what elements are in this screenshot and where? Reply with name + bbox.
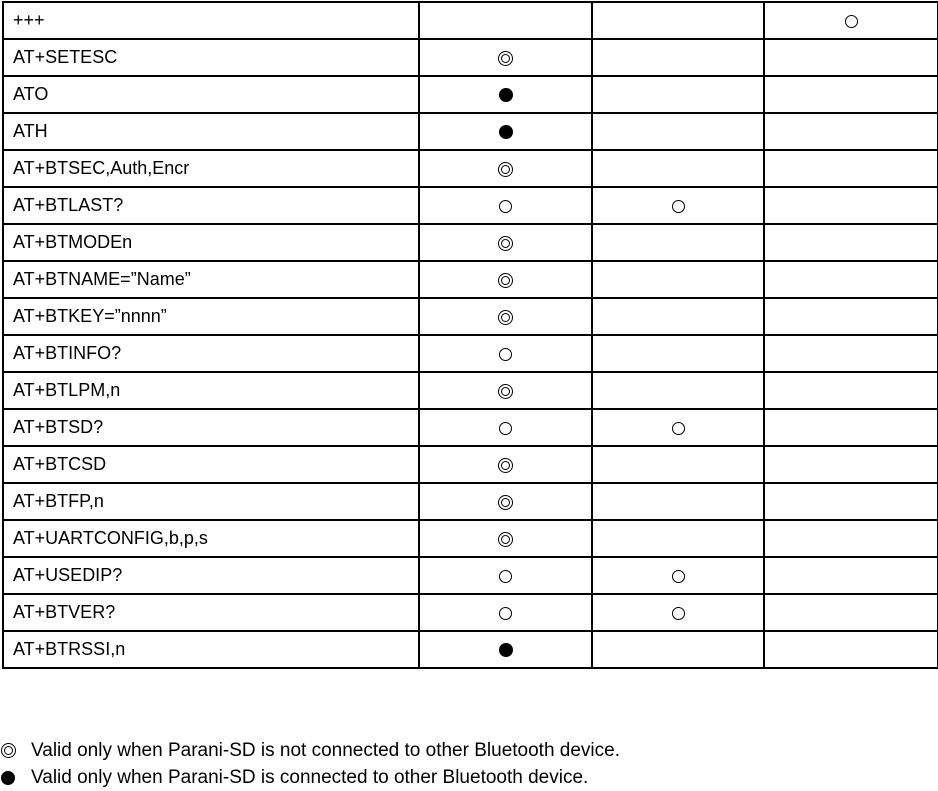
legend-text-not-connected: Valid only when Parani-SD is not connected to other Bluetooth device.: [31, 739, 620, 761]
command-cell: AT+BTSEC,Auth,Encr: [3, 150, 419, 187]
table-row: [3, 150, 938, 187]
command-cell: AT+SETESC: [3, 39, 419, 76]
table-row: [3, 483, 938, 520]
command-cell: AT+BTCSD: [3, 446, 419, 483]
table-row: [3, 187, 938, 224]
mark-cell: [764, 298, 938, 335]
mark-cell: [592, 594, 764, 631]
mark-cell: [419, 372, 592, 409]
mark-cell: [419, 335, 592, 372]
open-circle-icon: [845, 15, 858, 28]
command-table-body: [3, 2, 938, 668]
mark-cell: [764, 372, 938, 409]
double-circle-icon: [498, 236, 513, 251]
filled-circle-icon: [1, 771, 15, 785]
double-circle-icon: [498, 495, 513, 510]
mark-cell: [419, 483, 592, 520]
filled-circle-icon: [499, 125, 513, 139]
double-circle-icon: [498, 162, 513, 177]
legend-row-not-connected: [0, 737, 620, 764]
mark-cell: [419, 631, 592, 668]
table-row: [3, 520, 938, 557]
command-cell: AT+BTLPM,n: [3, 372, 419, 409]
mark-cell: [764, 187, 938, 224]
command-cell: ATO: [3, 76, 419, 113]
mark-cell: [764, 150, 938, 187]
mark-cell: [592, 76, 764, 113]
mark-cell: [419, 113, 592, 150]
mark-cell: [764, 520, 938, 557]
double-circle-icon: [498, 310, 513, 325]
table-row: [3, 335, 938, 372]
mark-cell: [592, 113, 764, 150]
mark-cell: [419, 76, 592, 113]
mark-cell: [764, 409, 938, 446]
mark-cell: [592, 372, 764, 409]
mark-cell: [592, 39, 764, 76]
command-cell: AT+BTKEY=”nnnn”: [3, 298, 419, 335]
mark-cell: [592, 520, 764, 557]
mark-cell: [419, 2, 592, 39]
double-circle-icon: [498, 384, 513, 399]
mark-cell: [592, 446, 764, 483]
open-circle-icon: [499, 422, 512, 435]
table-row: [3, 409, 938, 446]
command-cell: ATH: [3, 113, 419, 150]
mark-cell: [419, 298, 592, 335]
command-cell: +++: [3, 2, 419, 39]
mark-cell: [764, 446, 938, 483]
mark-cell: [419, 224, 592, 261]
table-row: [3, 76, 938, 113]
table-row: [3, 261, 938, 298]
mark-cell: [764, 594, 938, 631]
mark-cell: [764, 2, 938, 39]
table-row: [3, 557, 938, 594]
mark-cell: [764, 113, 938, 150]
mark-cell: [592, 298, 764, 335]
command-cell: AT+BTLAST?: [3, 187, 419, 224]
mark-cell: [764, 76, 938, 113]
command-table: [2, 1, 938, 669]
open-circle-icon: [499, 200, 512, 213]
table-row: [3, 372, 938, 409]
mark-cell: [592, 224, 764, 261]
legend-text-connected: Valid only when Parani-SD is connected to other Bluetooth device.: [31, 766, 589, 788]
filled-circle-icon: [499, 88, 513, 102]
open-circle-icon: [672, 607, 685, 620]
mark-cell: [592, 150, 764, 187]
table-row: [3, 224, 938, 261]
command-cell: AT+UARTCONFIG,b,p,s: [3, 520, 419, 557]
mark-cell: [419, 187, 592, 224]
double-circle-icon: [1, 743, 16, 758]
mark-cell: [419, 261, 592, 298]
mark-cell: [592, 2, 764, 39]
mark-cell: [592, 631, 764, 668]
command-cell: AT+BTFP,n: [3, 483, 419, 520]
command-cell: AT+BTRSSI,n: [3, 631, 419, 668]
mark-cell: [764, 483, 938, 520]
table-row: [3, 446, 938, 483]
open-circle-icon: [672, 200, 685, 213]
mark-cell: [419, 409, 592, 446]
mark-cell: [592, 187, 764, 224]
command-cell: AT+BTVER?: [3, 594, 419, 631]
command-cell: AT+BTSD?: [3, 409, 419, 446]
table-row: [3, 2, 938, 39]
table-row: [3, 594, 938, 631]
mark-cell: [592, 483, 764, 520]
legend-row-connected: [0, 764, 620, 791]
table-row: [3, 298, 938, 335]
mark-cell: [419, 557, 592, 594]
mark-cell: [764, 261, 938, 298]
mark-cell: [419, 446, 592, 483]
mark-cell: [419, 39, 592, 76]
table-row: [3, 631, 938, 668]
mark-cell: [592, 409, 764, 446]
table-row: [3, 39, 938, 76]
open-circle-icon: [672, 570, 685, 583]
open-circle-icon: [672, 422, 685, 435]
legend: [0, 737, 620, 791]
mark-cell: [764, 557, 938, 594]
mark-cell: [764, 631, 938, 668]
mark-cell: [592, 557, 764, 594]
table-row: [3, 113, 938, 150]
mark-cell: [764, 39, 938, 76]
mark-cell: [419, 594, 592, 631]
open-circle-icon: [499, 348, 512, 361]
command-cell: AT+BTNAME=”Name”: [3, 261, 419, 298]
mark-cell: [592, 335, 764, 372]
filled-circle-icon: [499, 643, 513, 657]
mark-cell: [592, 261, 764, 298]
double-circle-icon: [498, 51, 513, 66]
mark-cell: [764, 335, 938, 372]
command-cell: AT+USEDIP?: [3, 557, 419, 594]
double-circle-icon: [498, 273, 513, 288]
command-cell: AT+BTMODEn: [3, 224, 419, 261]
command-cell: AT+BTINFO?: [3, 335, 419, 372]
mark-cell: [419, 150, 592, 187]
mark-cell: [764, 224, 938, 261]
mark-cell: [419, 520, 592, 557]
double-circle-icon: [498, 458, 513, 473]
double-circle-icon: [498, 532, 513, 547]
open-circle-icon: [499, 607, 512, 620]
open-circle-icon: [499, 570, 512, 583]
